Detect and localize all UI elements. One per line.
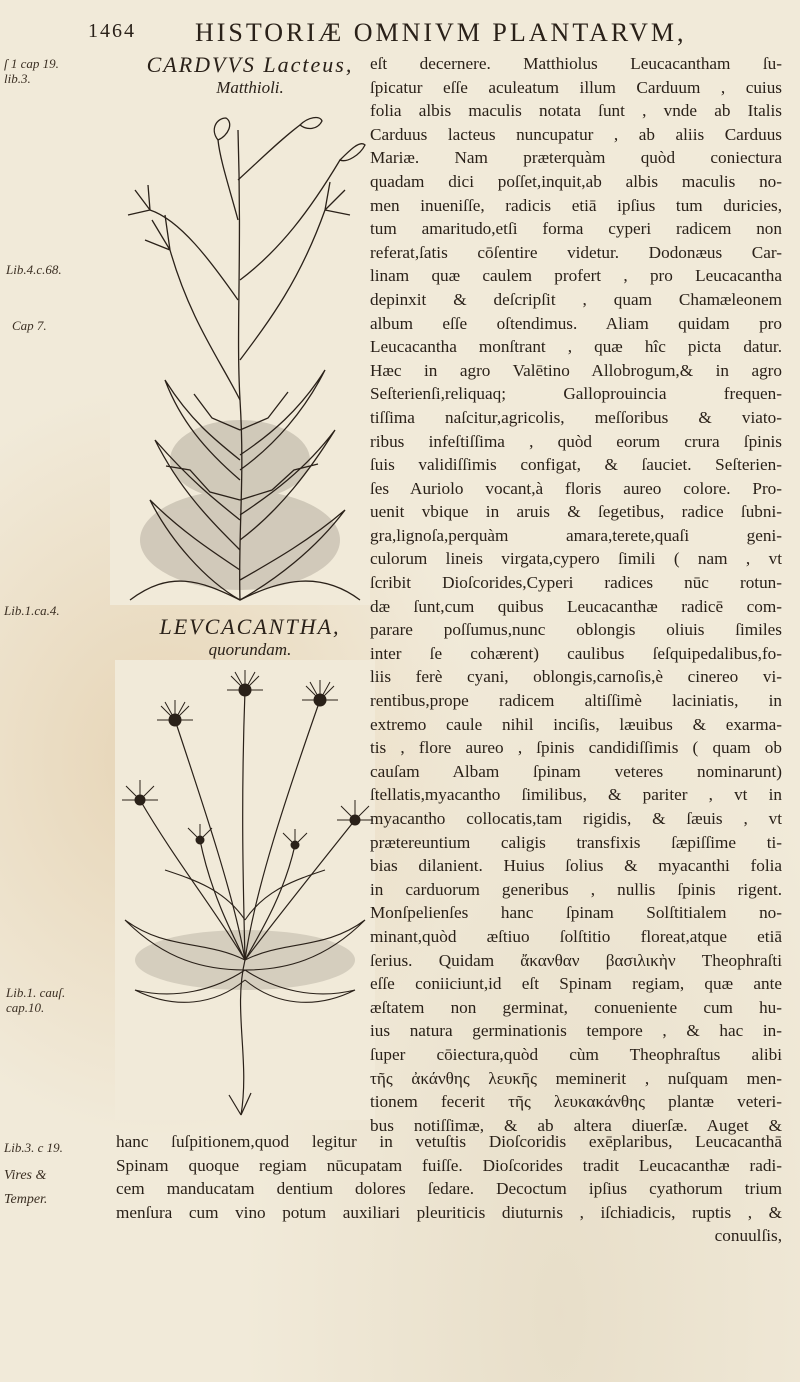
text-line: myacantho collocatis,tam rigidis, & ſæuis , vt xyxy=(370,809,782,828)
text-line: depinxit & deſcripſit , quam Chamæleonem xyxy=(370,289,782,309)
text-line: bias dilanient. Huius ſolius & myacanthi folia xyxy=(370,856,782,876)
figure-title: CARDVVS Lacteus, xyxy=(146,52,354,77)
text-line: inter ſe cohærent) caulibus ſeſquipedalibus,fo- xyxy=(370,643,782,663)
figure-title: LEVCACANTHA, xyxy=(159,614,341,639)
margin-note-ref: Lib.1.ca.4. xyxy=(4,603,60,618)
text-line: linam quæ caulem profert , pro Leucacantha xyxy=(370,266,782,286)
text-line: prætereuntium caligis transfixis ſæpiſſime ti- xyxy=(370,832,782,852)
text-line: Hæc in agro Valētino Allobrogum,& in agro xyxy=(370,360,782,380)
text-line: in carduorum generibus , nullis ſpinis rigent. xyxy=(370,879,782,899)
main-text-column xyxy=(370,52,782,1137)
text-line: conuulſis, xyxy=(714,1226,782,1246)
text-line: ſcribit Dioſcorides,Cyperi radices nūc rotun- xyxy=(370,573,782,593)
text-line: eſſe coniiciunt,id eſt Spinam regiam, quæ ante xyxy=(370,974,782,994)
text-line: menſura cum vino potum auxiliari pleuriticis diuturnis , iſchiadicis, ruptis , & xyxy=(116,1202,782,1222)
text-line: quadam dici poſſet,inquit,ab albis maculis no- xyxy=(370,171,782,191)
text-line: eſt decernere. Matthiolus Leucacantham ſu- xyxy=(370,54,782,73)
text-line: Monſpelienſes hanc ſpinam Solſtitialem no- xyxy=(370,903,782,923)
text-line: Seſterienſi,reliquaq; Galloprouincia frequen- xyxy=(370,384,782,404)
margin-note-topic: Vires & Temper. xyxy=(4,1168,48,1207)
text-line: Mariæ. Nam præterquàm quòd coniectura xyxy=(370,148,782,168)
text-line: uenit vbique in aruis & ſegetibus, radice ſubni- xyxy=(370,502,782,522)
text-line: ſuper cōiectura,quòd cùm Theophraſtus alibi xyxy=(370,1044,782,1064)
margin-note-ref: Cap 7. xyxy=(12,318,47,333)
text-line: Spinam quoque regiam nūcupatam fuiſſe. Dioſcorides tradit Leucacanthæ radi- xyxy=(116,1155,782,1175)
margin-note-ref: Lib.3. c 19. xyxy=(4,1140,63,1155)
text-line: tum amaritudo,etſi forma cyperi radicem non xyxy=(370,219,782,239)
text-line: men inueniſſe, radicis etiā ipſius tum duricies, xyxy=(370,195,782,215)
text-line: hanc ſuſpitionem,quod legitur in vetuſtis Dioſcoridis exēplaribus, Leucacanthā xyxy=(116,1132,782,1151)
figure-subtitle: Matthioli. xyxy=(216,78,284,97)
text-line: τῆς ἀκάνθης λευκῆς meminerit , nuſquam men- xyxy=(370,1068,782,1088)
text-line: bus notiſſimæ, & ab altera diuerſæ. Auget & xyxy=(370,1115,782,1135)
text-line: Carduus lacteus nuncupatur , ab aliis Carduus xyxy=(370,124,782,144)
text-line: ſtellatis,myacantho ſimilibus, & pariter , vt in xyxy=(370,785,782,805)
text-line: ius natura germinationis tempore , & hac in- xyxy=(370,1021,782,1041)
text-line: cauſam Albam ſpinam veteres nominarunt) xyxy=(370,761,782,781)
text-line: liis ferè cyani, oblongis,carnoſis,è cinereo vi- xyxy=(370,667,782,687)
text-line: parare poſſumus,nunc oblongis oliuis ſimiles xyxy=(370,620,782,640)
text-line: culorum lineis virgata,cypero ſimili ( nam , vt xyxy=(370,549,782,569)
running-title: HISTORIÆ OMNIVM PLANTARVM, xyxy=(195,18,687,47)
margin-note-ref: Lib.1. cauſ. cap.10. xyxy=(6,985,66,1015)
woodcut-illustration-levcacantha xyxy=(115,660,375,1120)
text-line: tionem fecerit τῆς λευκακάνθης plantæ veteri- xyxy=(370,1092,782,1112)
text-line: ſes Auriolo vocant,à floris aureo colore. Pro- xyxy=(370,478,782,498)
text-line: album eſſe oſtendimus. Aliam quidam pro xyxy=(370,313,782,333)
bottom-text-block xyxy=(116,1130,782,1248)
woodcut-illustration-cardvvs xyxy=(110,100,370,605)
text-line: dæ ſunt,cum quibus Leucacanthæ radicē com- xyxy=(370,596,782,616)
figure-subtitle: quorundam. xyxy=(208,640,292,659)
text-line: cem manducatam dentium dolores ſedare. Decoctum ipſius cyathorum trium xyxy=(116,1179,782,1199)
text-line: referat,ſatis cōſentire videtur. Dodonæus Car- xyxy=(370,242,782,262)
text-line: rentibus,prope radicem altiſſimè laciniatis, in xyxy=(370,691,782,711)
text-line: Leucacantha monſtrant , quæ hîc picta datur. xyxy=(370,337,782,357)
page-number: 1464 xyxy=(88,20,136,42)
text-line: æſtatem non germinat, conueniente cum hu- xyxy=(370,997,782,1017)
text-line: ſerius. Quidam ἄκανθαν βασιλικὴν Theophraſti xyxy=(370,950,782,970)
text-line: gra,lignoſa,perquàm amara,terete,quaſi geni- xyxy=(370,525,782,545)
text-line: ſpicatur eſſe aculeatum illum Carduum , cuius xyxy=(370,77,782,97)
text-line: minant,quòd æſtiuo ſolſtitio floreat,atque etiā xyxy=(370,926,782,946)
margin-note-ref: ſ 1 cap 19. lib.3. xyxy=(4,56,59,86)
margin-note-ref: Lib.4.c.68. xyxy=(6,262,62,277)
text-line: tiſſima naſcitur,agricolis, meſſoribus & viato- xyxy=(370,407,782,427)
text-line: ribus infeſtiſſima , quòd eorum crura ſpinis xyxy=(370,431,782,451)
text-line: extremo caule nihil inciſis, læuibus & exarma- xyxy=(370,714,782,734)
text-line: tis , flore aureo , ſpinis candidiſſimis ( quam ob xyxy=(370,738,782,758)
text-line: folia albis maculis notata ſunt , vnde ab Italis xyxy=(370,101,782,121)
text-line: ſuis validiſſimis configat, & ſauciet. Seſterien- xyxy=(370,455,782,475)
